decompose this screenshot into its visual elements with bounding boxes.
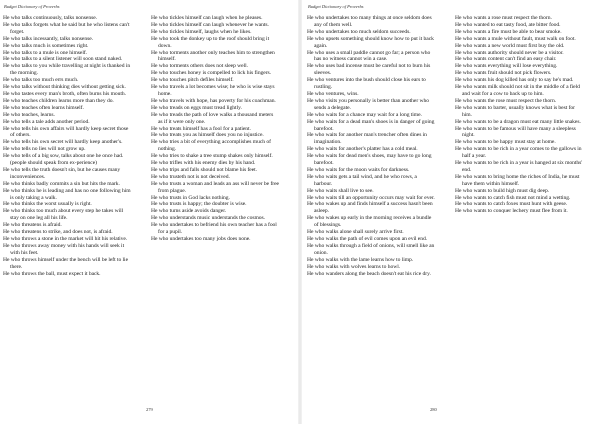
proverb-entry: He who wants to barter, usually knows what is best for him. (455, 104, 575, 118)
proverb-entry: He who undertakes too many jobs does none. (151, 236, 251, 242)
proverb-entry: He who talks without thinking dies without getting sick. (3, 84, 126, 91)
proverb-entry: He who undertakes too much seldom succeeds. (307, 28, 411, 35)
proverb-entry: He who wants to conquer lechery must flee from it. (455, 208, 568, 215)
proverb-entry: He who wants to be rich in a year is hanged at six months' end. (455, 160, 583, 173)
proverb-entry: He who trusteth not is not deceived. (151, 173, 230, 180)
proverb-entry: He who talks too much errs much. (3, 77, 79, 84)
proverb-entry: He who torments others does not sleep well. (151, 63, 248, 70)
page-number: 279 (146, 407, 153, 412)
proverb-entry: He who tells his own secret will hardly keep another's. (3, 139, 123, 146)
proverb-entry: He who thinks the worst usually is right. (3, 201, 92, 208)
proverb-entry: He who undertakes too many things at once seldom does any of them well. (307, 15, 432, 28)
proverb-entry: He who tells a tale adds another period. (3, 118, 90, 125)
proverb-entry: He who thinks badly commits a sin but hits the mark. (3, 180, 120, 187)
proverb-entry: He who walks the path of evil comes upon an evil end. (307, 236, 428, 242)
proverb-entry: He who tickles himself can laugh when he pleases. (151, 15, 263, 21)
proverb-entry: He who touches honey is compelled to lick his fingers. (151, 70, 272, 77)
proverb-entry: He who wants authority should never be a visitor. (455, 49, 564, 56)
proverb-entry: He who wants to be famous will have many a sleepless night. (455, 125, 576, 139)
proverb-entry: He who undertakes to befriend his own teacher has a fool for a pupil. (151, 222, 277, 236)
proverb-entry: He who waits for a chance may wait for a long time. (307, 111, 422, 118)
proverb-entry: He who tells the truth doesn't sin, but he causes many inconveniences. (3, 166, 121, 180)
proverb-entry: He who waits shall live to see. (307, 187, 374, 194)
proverb-entry: He who wakes up and finds himself a success hasn't been asleep. (307, 201, 433, 215)
proverb-entry: He who treats you as himself does you no injustice. (151, 132, 264, 139)
right-page-column-1 (307, 15, 435, 277)
proverb-entry: He who talks to a mule is one himself. (3, 49, 88, 56)
proverb-entry: He who talks to a silent listener will soon stand naked. (3, 56, 123, 63)
proverb-entry: He who upsets something should know how to put it back again. (307, 35, 434, 49)
proverb-entry: He who trifles with his enemy dies by his hand. (151, 160, 256, 167)
proverb-entry: He who treats himself has a fool for a patient. (151, 125, 251, 132)
page-number: 280 (430, 407, 437, 412)
proverb-entry: He who wants a rose must respect the thorn. (455, 15, 552, 21)
proverb-entry: He who wants a fire must be able to bear smoke. (455, 28, 562, 35)
proverb-entry: He who uses bad incense must be careful not to burn his sleeves. (307, 63, 431, 77)
proverb-entry: He who waits till an opportunity occurs may wait for ever. (307, 194, 435, 201)
proverb-entry: He who wants to build high must dig deep. (455, 187, 550, 194)
right-page-column-2 (455, 15, 583, 215)
proverb-entry: He who waits for another man's trencher often dines in imagination. (307, 132, 427, 146)
proverb-entry: He who walks through a field of onions, will smell like an onion. (307, 242, 435, 256)
proverb-entry: He who turns aside avoids danger. (151, 208, 227, 215)
proverb-entry: He who teaches, learns. (3, 111, 55, 118)
proverb-entry: He who wants to bring home the riches of India, he must have them within himself. (455, 173, 580, 187)
proverb-entry: He who visits you personally is better than another who sends a delegate. (307, 97, 429, 111)
right-page (304, 0, 600, 424)
proverb-entry: He who talks to you while travelling at night is thanked in the morning. (3, 63, 131, 77)
proverb-entry: He who teaches children learns more than they do. (3, 97, 114, 104)
proverb-entry: He who waits for dead men's shoes, may have to go long barefoot. (307, 153, 432, 167)
proverb-entry: He who tells no lies will not grow up. (3, 146, 86, 153)
left-page-column-2 (151, 15, 279, 243)
proverb-entry: He who tells of a big sow, talks about one he once had. (people should speak from ex-perience) (3, 153, 124, 167)
proverb-entry: He who waits gets a tail wind, and he who rows, a harbour. (307, 173, 417, 187)
proverb-entry: He who walks with the lame learns how to limp. (307, 256, 414, 263)
proverb-entry: He who threatens is afraid. (3, 222, 62, 229)
proverb-entry: He who tastes every man's broth, often burns his mouth. (3, 90, 127, 97)
proverb-entry: He who walks alone shall surely arrive first. (307, 229, 404, 236)
proverb-entry: He who treads on eggs must tread lightly. (151, 104, 242, 111)
proverb-entry: He who wants fruit should not pick flowers. (455, 70, 552, 77)
proverb-entry: He who wants to be happy must stay at home. (455, 139, 556, 146)
proverb-entry: He who tries to shake a tree stump shakes only himself. (151, 153, 273, 160)
proverb-entry: He who wants to be rich in a year comes to the gallows in half a year. (455, 146, 582, 160)
proverb-entry: He who understands music understands the cosmos. (151, 215, 265, 222)
proverb-entry: He who ventures, wins. (307, 90, 359, 97)
proverb-entry: He who throws the ball, must expect it back. (3, 270, 101, 277)
proverb-entry: He who ventures into the bush should close his ears to rustling. (307, 77, 426, 91)
proverb-entry: He who tickles himself, laughs when he likes. (151, 28, 252, 35)
proverb-entry: He who wants a new world must first buy the old. (455, 42, 565, 49)
proverb-entry: He who teaches often learns himself. (3, 104, 84, 111)
proverb-entry: He who walks with wolves learns to howl. (307, 263, 401, 270)
proverb-entry: He who trusts a woman and leads an ass will never be free from plague. (151, 180, 279, 194)
proverb-entry: He who trusts is happy; the doubter is wise. (151, 201, 247, 208)
proverb-entry: He who travels with hope, has poverty for his coachman. (151, 97, 276, 104)
proverb-entry: He who wants a mule without fault, must walk on foot. (455, 35, 576, 42)
proverb-entry: He who talks incessantly, talks nonsense. (3, 35, 94, 42)
proverb-entry: He who wanted to eat tasty food, ate bitter food. (455, 21, 561, 28)
proverb-entry: He who wanders along the beach doesn't eat his rice dry. (307, 270, 431, 277)
proverb-entry: He who trips and falls should not blame his feet. (151, 166, 257, 173)
proverb-entry: He who talks forgets what he said but he who listens can't forget. (3, 21, 130, 35)
proverb-entry: He who wants to catch foxes must hunt with geese. (455, 201, 568, 208)
proverb-entry: He who thinks he is leading and has no one following him is only taking a walk. (3, 187, 131, 201)
proverb-entry: He who tries a bit of everything accomplishes much of nothing. (151, 139, 271, 153)
proverb-entry: He who throws away money with his hands will seek it with his feet. (3, 242, 125, 256)
proverb-entry: He who throws himself under the bench will be left to lie there. (3, 256, 128, 270)
proverb-entry: He who tickles himself can laugh whenever he wants. (151, 21, 269, 28)
proverb-entry: He who waits for the moon waits for darkness. (307, 166, 410, 173)
proverb-entry: He who throws a stone in the market will hit his relative. (3, 236, 128, 242)
proverb-entry: He who treads the path of love walks a thousand meters as if it were only one. (151, 111, 274, 125)
running-head: Budget Dictionary of Proverbs (308, 4, 364, 9)
proverb-entry: He who thinks too much about every step he takes will stay on one leg all his life. (3, 208, 124, 222)
proverb-entry: He who torments another only teaches him to strengthen himself. (151, 49, 275, 63)
proverb-entry: He who waits for a dead man's shoes is in danger of going barefoot. (307, 118, 435, 132)
proverb-entry: He who waits for another's platter has a cold meal. (307, 146, 418, 153)
proverb-entry: He who talks much is sometimes right. (3, 42, 89, 49)
running-head: Budget Dictionary of Proverbs (4, 4, 60, 9)
left-page (0, 0, 296, 424)
proverb-entry: He who talks continuously, talks nonsense. (3, 15, 98, 21)
proverb-entry: He who uses a small paddle cannot go far; a person who has no witness cannot win a case. (307, 49, 431, 63)
proverb-entry: He who threatens to strike, and does not, is afraid. (3, 229, 113, 236)
proverb-entry: He who tells his own affairs will hardly keep secret those of others. (3, 125, 129, 139)
proverb-entry: He who wakes up early in the morning receives a bundle of blessings. (307, 215, 432, 229)
proverb-entry: He who wants to be a dragon must eat many little snakes. (455, 118, 581, 125)
proverb-entry: He who wants the rose must respect the thorn. (455, 97, 557, 104)
proverb-entry: He who wants everything will lose everything. (455, 63, 558, 70)
proverb-entry: He who wants his dog killed has only to say he's mad. (455, 77, 574, 84)
book-gutter (298, 0, 302, 424)
proverb-entry: He who wants to catch fish must not mind a wetting. (455, 194, 571, 201)
left-page-column-1 (3, 15, 131, 277)
proverb-entry: He who travels a lot becomes wise; he who is wise stays home. (151, 84, 275, 97)
proverb-entry: He who wants content can't find an easy chair. (455, 56, 557, 63)
proverb-entry: He who trusts in God lacks nothing. (151, 194, 230, 201)
proverb-entry: He who took the donkey up to the roof should bring it down. (151, 35, 270, 49)
proverb-entry: He who wants milk should not sit in the middle of a field and wait for a cow to back up to him. (455, 84, 580, 97)
proverb-entry: He who touches pitch defiles himself. (151, 77, 234, 84)
